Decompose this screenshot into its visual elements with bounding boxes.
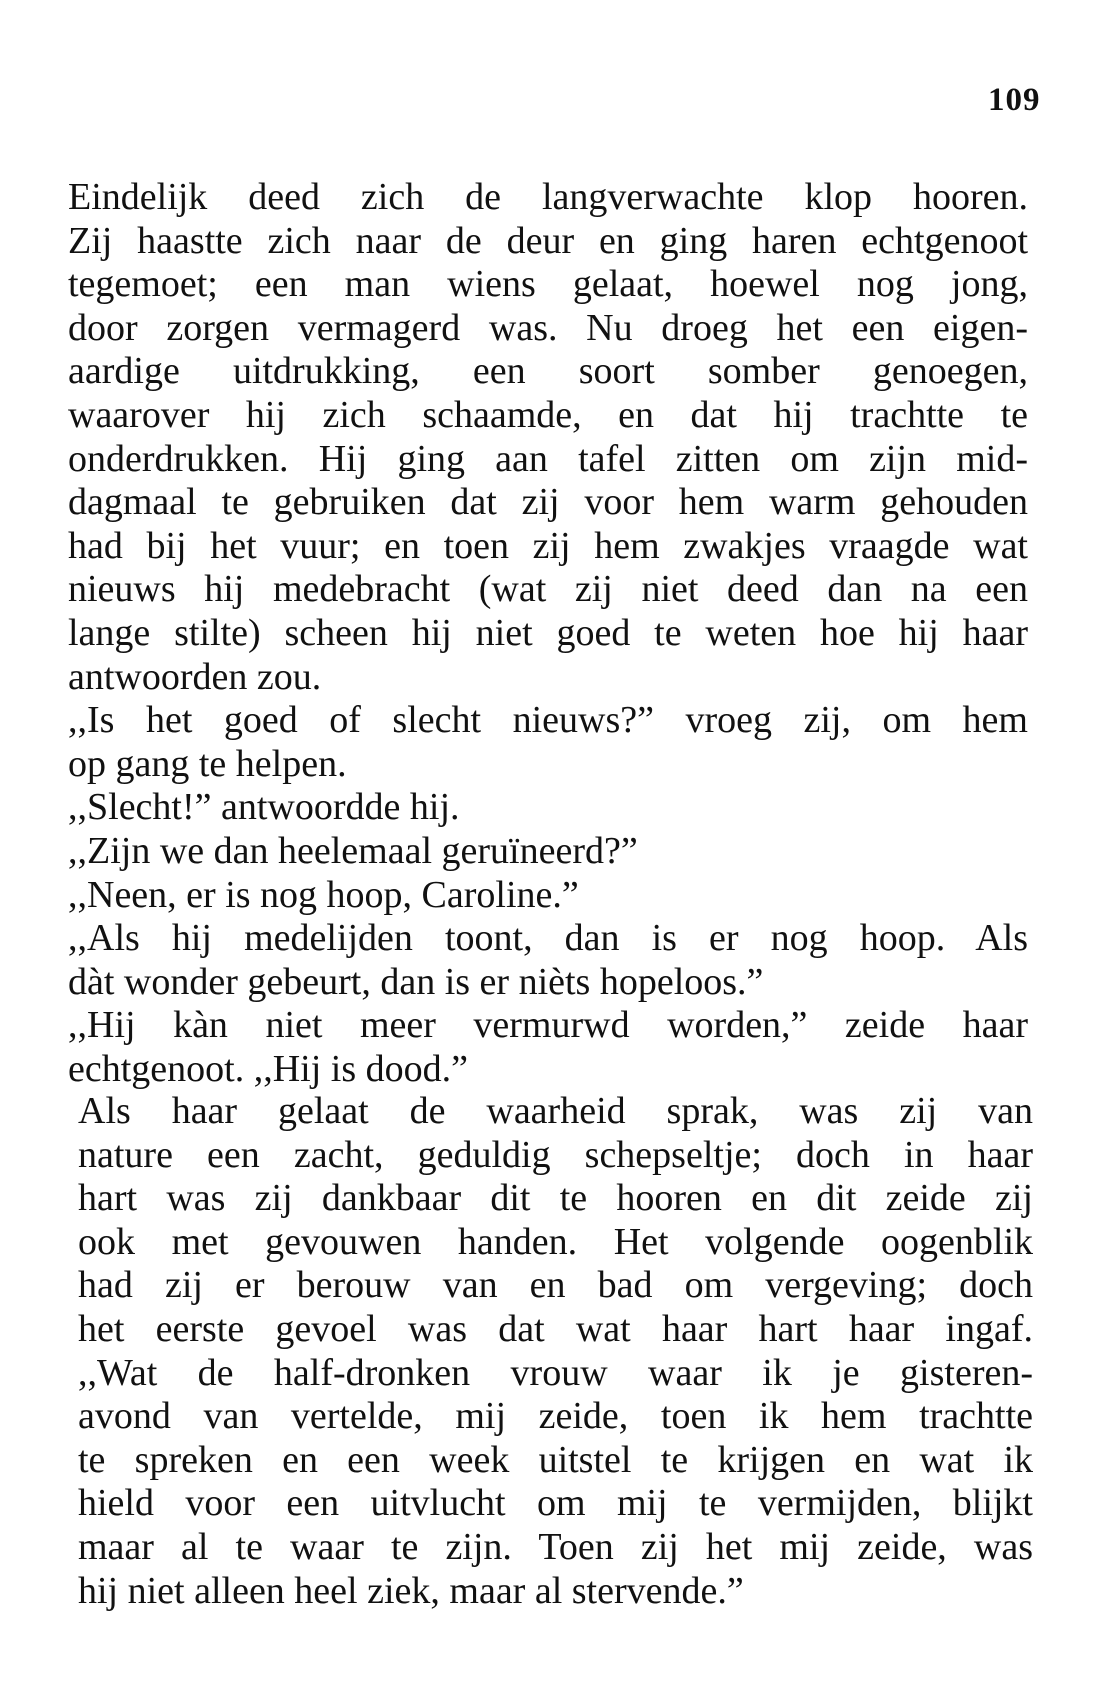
text-line: antwoorden zou.	[68, 655, 322, 698]
text-line: ,,Als hij medelijden toont, dan is er nog hoop. Als	[68, 917, 1028, 960]
text-block-top	[68, 176, 1028, 1091]
text-line: nieuws hij medebracht (wat zij niet deed dan na een	[68, 568, 1028, 611]
text-line: te spreken en een week uitstel te krijgen en wat ik	[78, 1438, 1033, 1481]
text-block-bottom	[78, 1090, 1033, 1613]
text-line: nature een zacht, geduldig schepseltje; doch in haar	[78, 1133, 1033, 1176]
text-line: dàt wonder gebeurt, dan is er nièts hopeloos.”	[68, 960, 764, 1003]
text-line: had bij het vuur; en toen zij hem zwakjes vraagde wat	[68, 524, 1028, 567]
text-line: avond van vertelde, mij zeide, toen ik hem trachtte	[78, 1395, 1033, 1438]
text-line: Zij haastte zich naar de deur en ging haren echtgenoot	[68, 219, 1028, 262]
text-line: hield voor een uitvlucht om mij te vermijden, blijkt	[78, 1482, 1033, 1525]
text-line: ook met gevouwen handen. Het volgende oogenblik	[78, 1220, 1033, 1263]
text-line: ,,Hij kàn niet meer vermurwd worden,” zeide haar	[68, 1004, 1028, 1047]
text-line: ,,Wat de half-dronken vrouw waar ik je gisteren-	[78, 1351, 1033, 1394]
text-line: had zij er berouw van en bad om vergeving; doch	[78, 1264, 1033, 1307]
text-line: ,,Is het goed of slecht nieuws?” vroeg zij, om hem	[68, 699, 1028, 742]
text-line: lange stilte) scheen hij niet goed te weten hoe hij haar	[68, 611, 1028, 654]
text-line: aardige uitdrukking, een soort somber genoegen,	[68, 350, 1028, 393]
text-line: dagmaal te gebruiken dat zij voor hem warm gehouden	[68, 481, 1028, 524]
text-line: echtgenoot. ,,Hij is dood.”	[68, 1047, 468, 1090]
text-line: ,,Neen, er is nog hoop, Caroline.”	[68, 873, 579, 916]
text-line: op gang te helpen.	[68, 742, 347, 785]
text-line: hart was zij dankbaar dit te hooren en dit zeide zij	[78, 1177, 1033, 1220]
text-line: ,,Slecht!” antwoordde hij.	[68, 786, 460, 829]
text-line: maar al te waar te zijn. Toen zij het mij zeide, was	[78, 1525, 1033, 1568]
text-line: waarover hij zich schaamde, en dat hij trachtte te	[68, 393, 1028, 436]
page-number: 109	[988, 82, 1041, 118]
text-line: Als haar gelaat de waarheid sprak, was zij van	[78, 1090, 1033, 1132]
text-line: onderdrukken. Hij ging aan tafel zitten om zijn mid-	[68, 437, 1028, 480]
text-line: Eindelijk deed zich de langverwachte klop hooren.	[68, 176, 1028, 218]
text-line: door zorgen vermagerd was. Nu droeg het een eigen-	[68, 306, 1028, 349]
text-line: tegemoet; een man wiens gelaat, hoewel nog jong,	[68, 263, 1028, 306]
text-line: het eerste gevoel was dat wat haar hart haar ingaf.	[78, 1307, 1033, 1350]
text-line: hij niet alleen heel ziek, maar al stervende.”	[78, 1569, 744, 1612]
text-line: ,,Zijn we dan heelemaal geruïneerd?”	[68, 829, 638, 872]
